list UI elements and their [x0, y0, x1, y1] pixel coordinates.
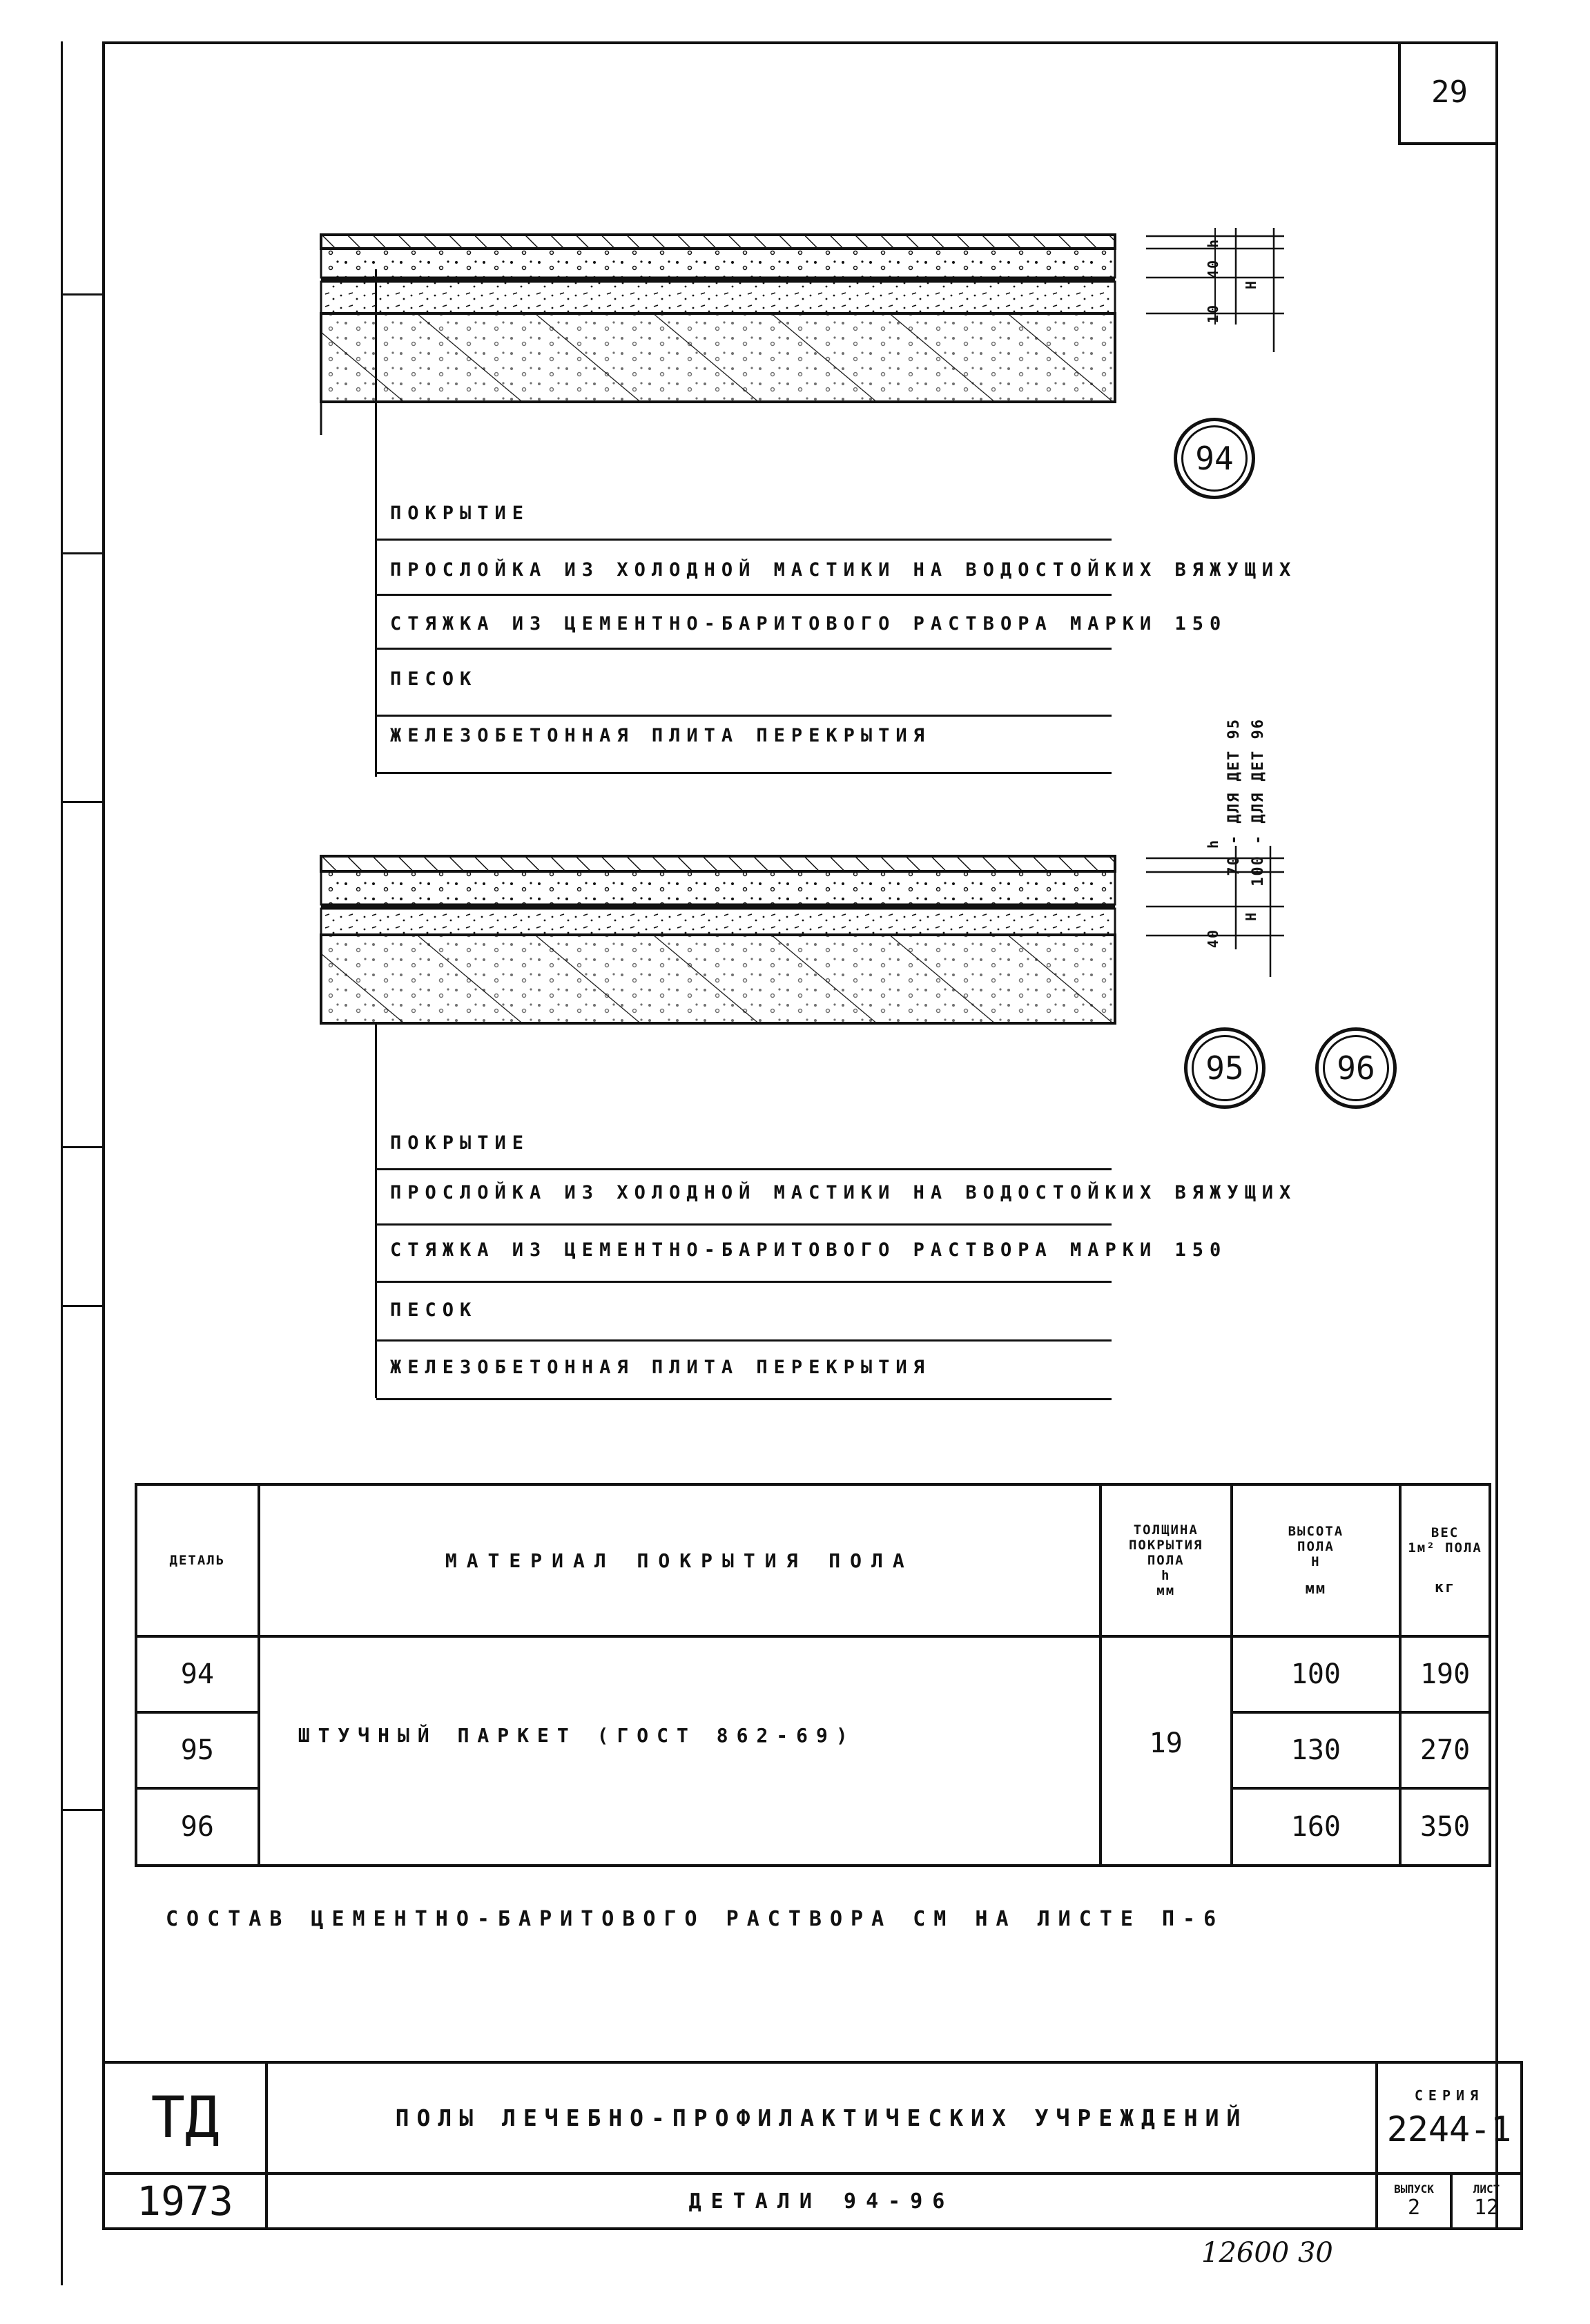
title-block	[102, 2061, 1523, 2230]
layer-rule	[376, 648, 1112, 650]
cell-thickness: 19	[1101, 1636, 1232, 1866]
layer-rule	[376, 715, 1112, 717]
cell-height: 160	[1232, 1788, 1401, 1866]
issue-cell: ВЫПУСК 2	[1375, 2172, 1453, 2230]
header-thickness: ТОЛЩИНА ПОКРЫТИЯ ПОЛА h мм	[1101, 1484, 1232, 1636]
cell-height: 130	[1232, 1712, 1401, 1788]
cell-detail: 94	[136, 1636, 259, 1712]
sheet-cell: ЛИСТ 12	[1450, 2172, 1523, 2230]
org-mark: ТД	[102, 2061, 268, 2175]
layer-label-interlayer: ПРОСЛОЙКА ИЗ ХОЛОДНОЙ МАСТИКИ НА ВОДОСТОЙКИХ ВЯЖУЩИХ	[390, 559, 1297, 581]
table-row	[136, 1636, 1490, 1712]
margin-tick	[61, 1305, 102, 1307]
floor-spec-table	[135, 1483, 1491, 1867]
cell-weight: 270	[1400, 1712, 1490, 1788]
margin-tick	[61, 552, 102, 554]
dim-h-94: h	[1205, 238, 1221, 249]
page-number: 29	[1398, 41, 1498, 145]
header-detail: ДЕТАЛЬ	[136, 1484, 259, 1636]
binding-margin-line	[61, 41, 63, 2285]
layer-rule	[376, 1281, 1112, 1283]
layer-rule	[376, 772, 1112, 774]
layer-rule	[376, 539, 1112, 541]
cell-weight: 350	[1400, 1788, 1490, 1866]
layer-rule	[376, 1223, 1112, 1226]
layer-rule	[376, 1168, 1112, 1170]
header-weight: ВЕС 1м² ПОЛА кг	[1400, 1484, 1490, 1636]
drawing-subtitle: ДЕТАЛИ 94-96	[265, 2172, 1378, 2230]
layer-label-sand: ПЕСОК	[390, 668, 478, 690]
layer-rule	[376, 1398, 1112, 1400]
detail-marker-95: 95	[1184, 1027, 1266, 1109]
margin-tick	[61, 801, 102, 803]
header-material: МАТЕРИАЛ ПОКРЫТИЯ ПОЛА	[259, 1484, 1101, 1636]
layer-label-covering: ПОКРЫТИЕ	[390, 1132, 530, 1154]
layer-rule	[376, 594, 1112, 596]
layer-label-slab: ЖЕЛЕЗОБЕТОННАЯ ПЛИТА ПЕРЕКРЫТИЯ	[390, 1357, 931, 1378]
layer-label-interlayer: ПРОСЛОЙКА ИЗ ХОЛОДНОЙ МАСТИКИ НА ВОДОСТОЙКИХ ВЯЖУЩИХ	[390, 1182, 1297, 1203]
detail-marker-94: 94	[1174, 418, 1255, 499]
drawing-title: ПОЛЫ ЛЕЧЕБНО-ПРОФИЛАКТИЧЕСКИХ УЧРЕЖДЕНИЙ	[265, 2061, 1378, 2175]
header-height: ВЫСОТА ПОЛА H мм	[1232, 1484, 1401, 1636]
margin-tick	[61, 293, 102, 296]
layer-label-covering: ПОКРЫТИЕ	[390, 503, 530, 524]
margin-tick	[61, 1146, 102, 1148]
cell-weight: 190	[1400, 1636, 1490, 1712]
dim-H-94: H	[1243, 280, 1259, 290]
cell-detail: 96	[136, 1788, 259, 1866]
detail-marker-96: 96	[1315, 1027, 1397, 1109]
cell-detail: 95	[136, 1712, 259, 1788]
floor-section-drawing-95-96	[314, 849, 1143, 1056]
table-header-row	[136, 1484, 1490, 1636]
dim-10-94: 10	[1205, 304, 1221, 324]
archive-stamp-number: 12600 30	[1201, 2237, 1333, 2269]
dim-H-95: H	[1243, 911, 1259, 922]
series-cell: СЕРИЯ 2244-1	[1375, 2061, 1523, 2175]
layer-rule	[376, 1339, 1112, 1342]
dim-h-95: h	[1205, 839, 1221, 849]
dimension-lines-95-96	[1132, 846, 1291, 991]
margin-tick	[61, 1809, 102, 1811]
floor-section-drawing-94	[314, 228, 1143, 449]
side-note-det-96: 100 - ДЛЯ ДЕТ 96	[1250, 718, 1267, 887]
layer-label-sand: ПЕСОК	[390, 1299, 478, 1321]
layer-label-screed: СТЯЖКА ИЗ ЦЕМЕНТНО-БАРИТОВОГО РАСТВОРА МАРКИ 150	[390, 1239, 1228, 1261]
layer-label-slab: ЖЕЛЕЗОБЕТОННАЯ ПЛИТА ПЕРЕКРЫТИЯ	[390, 725, 931, 746]
cell-material: ШТУЧНЫЙ ПАРКЕТ (ГОСТ 862-69)	[259, 1636, 1101, 1866]
leader-line	[375, 1022, 377, 1398]
dimension-lines-94	[1132, 228, 1291, 366]
cell-height: 100	[1232, 1636, 1401, 1712]
composition-note: СОСТАВ ЦЕМЕНТНО-БАРИТОВОГО РАСТВОРА СМ НА ЛИСТЕ П-6	[166, 1907, 1225, 1931]
side-note-det-95: 70 - ДЛЯ ДЕТ 95	[1225, 718, 1243, 876]
layer-label-screed: СТЯЖКА ИЗ ЦЕМЕНТНО-БАРИТОВОГО РАСТВОРА МАРКИ 150	[390, 613, 1228, 635]
dim-40-94: 40	[1205, 259, 1221, 279]
dim-40-95: 40	[1205, 929, 1221, 949]
year: 1973	[102, 2172, 268, 2230]
leader-line	[375, 269, 377, 777]
